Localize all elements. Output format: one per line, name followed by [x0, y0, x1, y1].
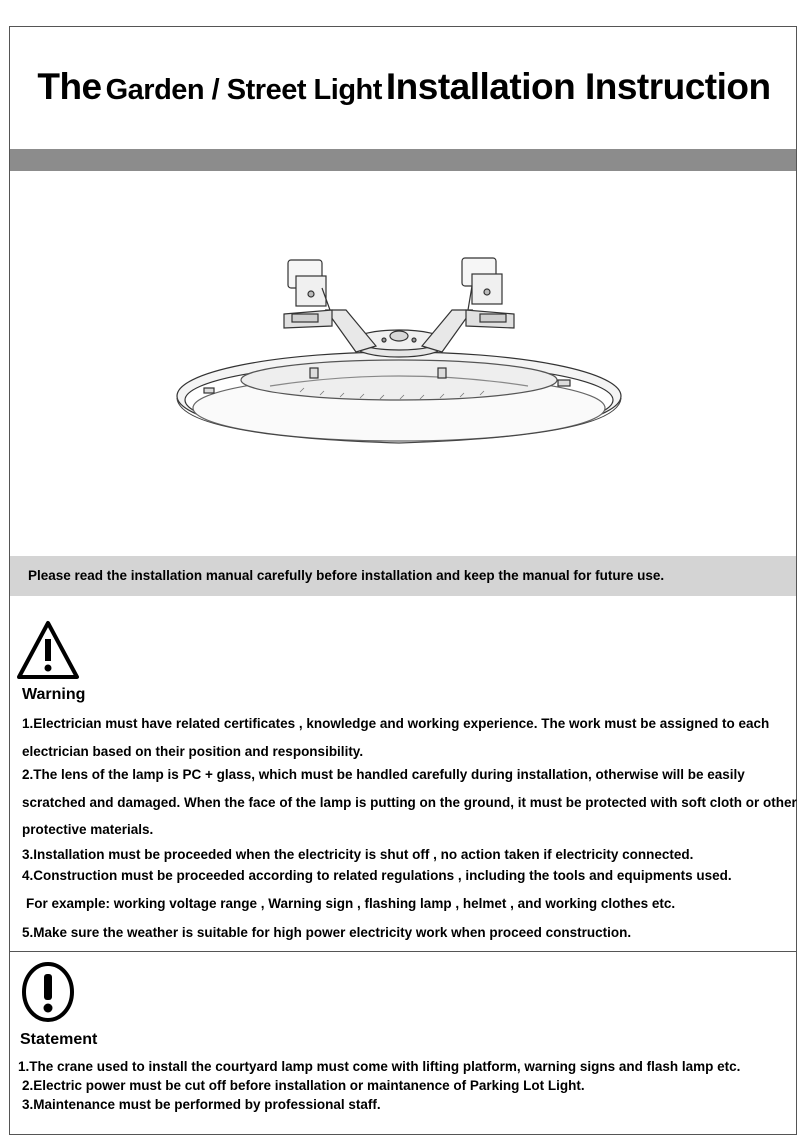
exclamation-circle-icon: [20, 961, 76, 1023]
warning-line-8: For example: working voltage range , Warning sign , flashing lamp , helmet , and working clothes etc.: [26, 896, 676, 911]
street-light-illustration: [170, 248, 630, 458]
warning-line-9: 5.Make sure the weather is suitable for high power electricity work when proceed construction.: [22, 925, 632, 940]
warning-line-5: protective materials.: [22, 822, 154, 837]
warning-line-6: 3.Installation must be proceeded when the electricity is shut off , no action taken if electricity connected.: [22, 847, 694, 862]
title-middle: Garden / Street Light: [105, 74, 382, 106]
warning-line-7: 4.Construction must be proceeded according to related regulations , including the tools and equipments used.: [22, 868, 732, 883]
title-the: The: [37, 66, 102, 107]
page-title: [0, 66, 808, 108]
warning-line-2: electrician based on their position and responsibility.: [22, 744, 364, 759]
statement-line-1: 1.The crane used to install the courtyard lamp must come with lifting platform, warning signs and flash lamp etc.: [18, 1059, 741, 1074]
header-divider-bar: [10, 149, 796, 171]
statement-line-2: 2.Electric power must be cut off before installation or maintanence of Parking Lot Light.: [22, 1078, 585, 1093]
statement-line-3: 3.Maintenance must be performed by professional staff.: [22, 1097, 381, 1112]
section-divider: [10, 951, 796, 952]
warning-triangle-icon: [16, 619, 80, 681]
warning-line-3: 2.The lens of the lamp is PC + glass, which must be handled carefully during installation, otherwise will be easily: [22, 767, 745, 782]
title-end: Installation Instruction: [385, 66, 771, 107]
warning-line-4: scratched and damaged. When the face of the lamp is putting on the ground, it must be protected with soft cloth or other: [22, 795, 797, 810]
statement-heading: Statement: [20, 1031, 98, 1048]
read-manual-notice: Please read the installation manual carefully before installation and keep the manual for future use.: [10, 556, 796, 596]
warning-heading: Warning: [22, 686, 86, 703]
warning-line-1: 1.Electrician must have related certificates , knowledge and working experience. The work must be assigned to each: [22, 716, 770, 731]
